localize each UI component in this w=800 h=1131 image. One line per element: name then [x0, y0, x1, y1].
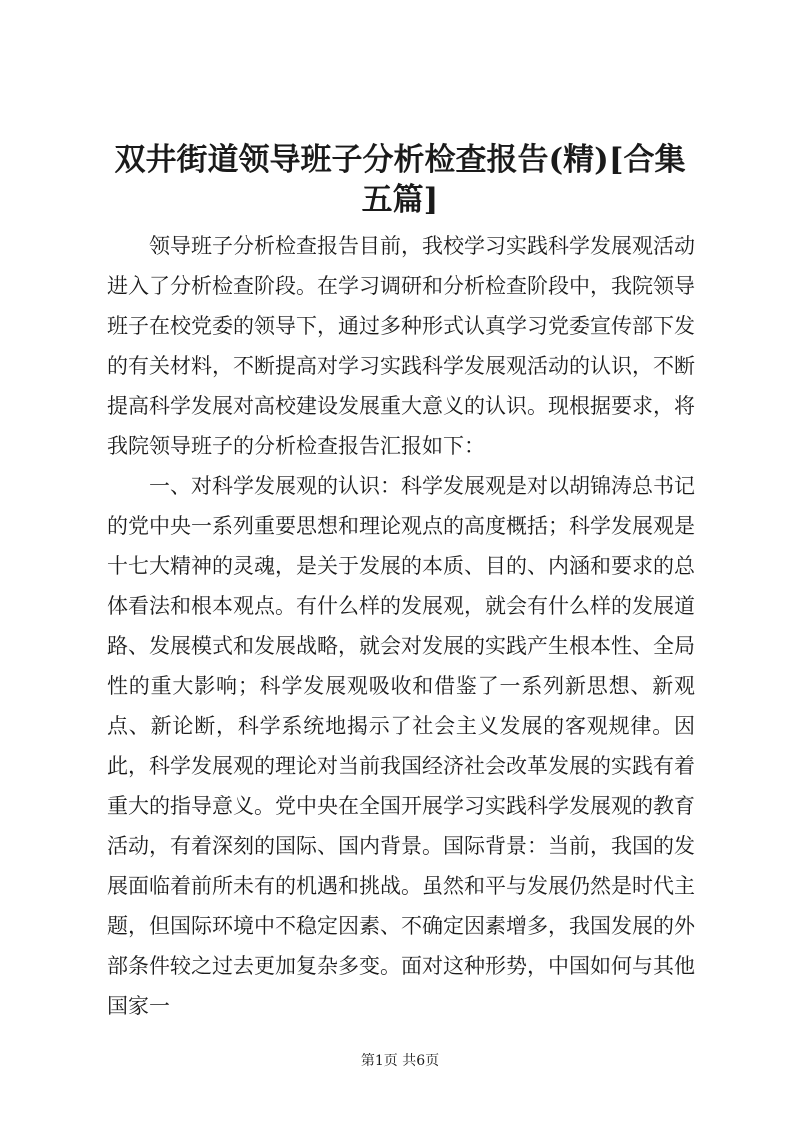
- page-footer: 第1页 共6页: [360, 1053, 440, 1069]
- paragraph-section-one: 一、对科学发展观的认识：科学发展观是对以胡锦涛总书记的党中央一系列重要思想和理论观点的高度概括；科学发展观是十七大精神的灵魂，是关于发展的本质、目的、内涵和要求的总体看法和根本观点。有什么样的发展观，就会有什么样的发展道路、发展模式和发展战略，就会对发展的实践产生根本性、全局性的重大影响；科学发展观吸收和借鉴了一系列新思想、新观点、新论断，科学系统地揭示了社会主义发展的客观规律。因此，科学发展观的理论对当前我国经济社会改革发展的实践有着重大的指导意义。党中央在全国开展学习实践科学发展观的教育活动，有着深刻的国际、国内背景。国际背景：当前，我国的发展面临着前所未有的机遇和挑战。虽然和平与发展仍然是时代主题，但国际环境中不稳定因素、不确定因素增多，我国发展的外部条件较之过去更加复杂多变。面对这种形势，中国如何与其他国家一: [107, 474, 695, 1018]
- document-body: [107, 226, 695, 1026]
- document-title: 双井街道领导班子分析检查报告(精)[合集五篇]: [114, 142, 686, 218]
- paragraph-intro: 领导班子分析检查报告目前，我校学习实践科学发展观活动进入了分析检查阶段。在学习调研和分析检查阶段中，我院领导班子在校党委的领导下，通过多种形式认真学习党委宣传部下发的有关材料，不断提高对学习实践科学发展观活动的认识，不断提高科学发展对高校建设发展重大意义的认识。现根据要求，将我院领导班子的分析检查报告汇报如下：: [107, 234, 695, 458]
